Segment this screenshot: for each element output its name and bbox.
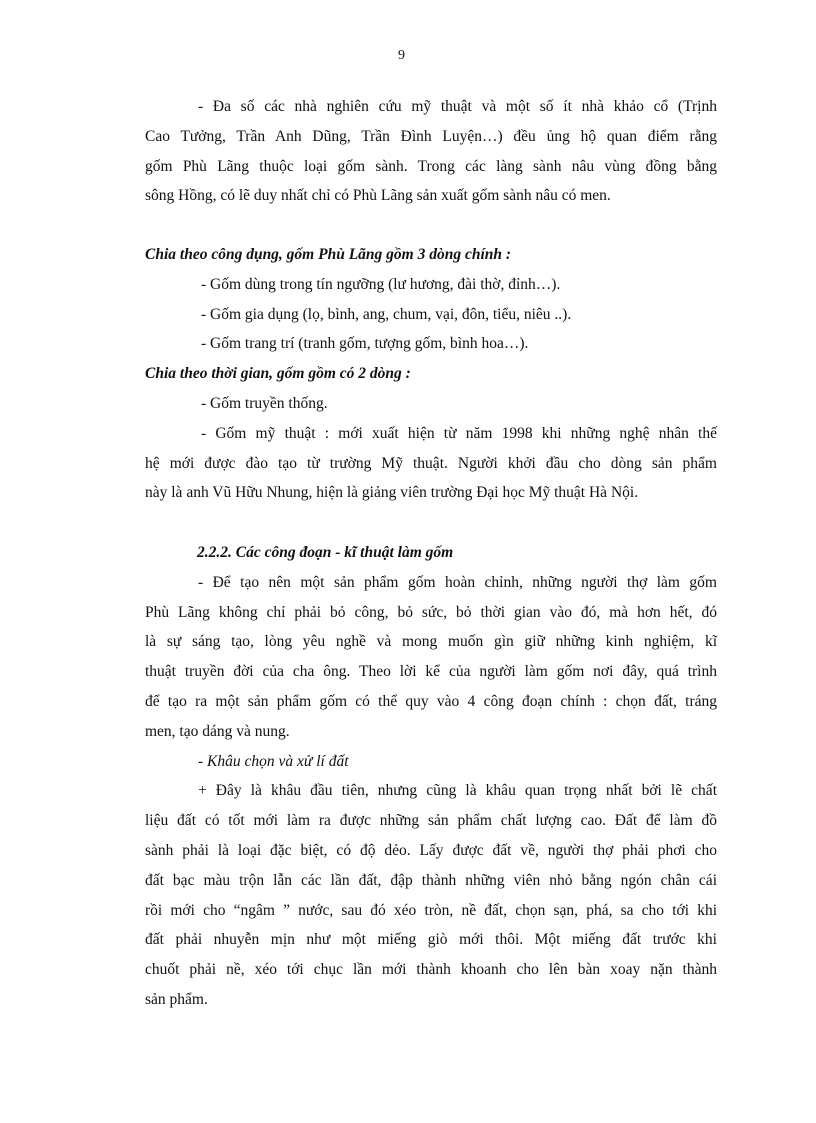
text-line: - Đa số các nhà nghiên cứu mỹ thuật và một số ít nhà khảo cổ (Trịnh	[198, 98, 717, 115]
text-line: rồi mới cho “ngâm ” nước, sau đó xéo tròn, nề đất, chọn sạn, phá, sa cho tới khi	[145, 901, 717, 919]
text-line: sành phải là loại đặc biệt, có độ dẻo. Lấy được đất về, người thợ phải phơi cho	[145, 841, 717, 859]
sub-heading: - Khâu chọn và xử lí đất	[198, 752, 349, 770]
function-section	[145, 240, 717, 508]
text-line: Cao Tưởng, Trần Anh Dũng, Trần Đình Luyện…) đều ủng hộ quan điểm rằng	[145, 127, 717, 145]
text-line: này là anh Vũ Hữu Nhung, hiện là giảng viên trường Đại học Mỹ thuật Hà Nội.	[145, 484, 639, 502]
text-line: là sự sáng tạo, lòng yêu nghề và mong muốn gìn giữ những kinh nghiệm, kĩ	[145, 633, 717, 651]
text-line: sông Hồng, có lẽ duy nhất chỉ có Phù Lãng sản xuất gốm sành nâu có men.	[145, 187, 611, 205]
section-heading: 2.2.2. Các công đoạn - kĩ thuật làm gốm	[197, 544, 454, 561]
time-heading: Chia theo thời gian, gốm gồm có 2 dòng :	[145, 365, 411, 383]
text-line: đất bạc màu trộn lẫn các lần đất, đập thành những viên nhỏ bằng ngón chân cái	[145, 871, 717, 889]
text-line: sản phẩm.	[145, 990, 208, 1008]
time-item: - Gốm truyền thống.	[201, 394, 328, 412]
process-section	[145, 538, 717, 1015]
function-item: - Gốm dùng trong tín ngưỡng (lư hương, đài thờ, đỉnh…).	[201, 275, 561, 293]
text-line: Phù Lãng không chỉ phải bỏ công, bỏ sức, bỏ thời gian vào đó, mà hơn hết, đó	[145, 603, 717, 621]
text-line: chuốt phải nề, xéo tới chục lần mới thành khoanh cho lên bàn xoay nặn thành	[145, 961, 717, 979]
function-heading: Chia theo công dụng, gốm Phù Lãng gồm 3 dòng chính :	[145, 246, 512, 263]
text-line: liệu đất có tốt mới làm ra được những sản phẩm chất lượng cao. Đất để làm đồ	[145, 812, 717, 830]
text-line: thuật truyền đời của cha ông. Theo lời kể của người làm gốm nơi đây, quá trình	[145, 663, 717, 681]
text-line: gốm Phù Lãng thuộc loại gốm sành. Trong các làng sành nâu vùng đồng bằng	[145, 157, 717, 175]
function-item: - Gốm trang trí (tranh gốm, tượng gốm, bình hoa…).	[201, 335, 529, 353]
text-line: hệ mới được đào tạo từ trường Mỹ thuật. Người khởi đầu cho dòng sản phẩm	[145, 454, 717, 472]
text-line: - Gốm mỹ thuật : mới xuất hiện từ năm 1998 khi những nghệ nhân thế	[201, 424, 717, 442]
intro-paragraph	[145, 92, 717, 211]
text-line: đất phải nhuyễn mịn như một miếng giò mới thôi. Một miếng đất trước khi	[145, 931, 717, 949]
text-line: - Để tạo nên một sản phẩm gốm hoàn chỉnh, những người thợ làm gốm	[198, 573, 717, 591]
text-line: + Đây là khâu đầu tiên, nhưng cũng là khâu quan trọng nhất bởi lẽ chất	[198, 782, 717, 800]
text-line: men, tạo dáng và nung.	[145, 722, 290, 740]
text-line: để tạo ra một sản phẩm gốm có thể quy vào 4 công đoạn chính : chọn đất, tráng	[145, 692, 717, 710]
function-item: - Gốm gia dụng (lọ, bình, ang, chum, vại, đôn, tiểu, niêu ..).	[201, 305, 572, 323]
page-number: 9	[398, 48, 405, 63]
